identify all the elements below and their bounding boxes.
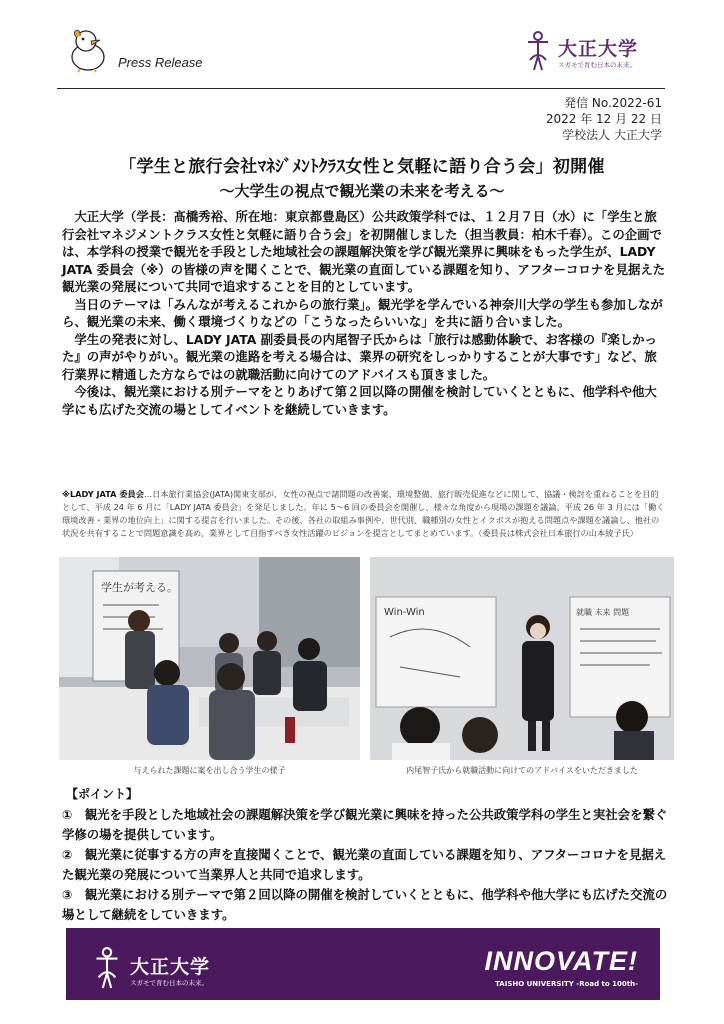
footnote-text: …日本旅行業協会(JATA)関東支部が、女性の視点で諸問題の改善案、環境整備、旅行販売促進などに関して、協議・検討を重ねることを目的として、平成 24 年 6 月に「LADY JATA 委員会」を発足しました。年に 5～6 回の委員会を開催し、様々な角度から現場の課題を議論。平成 26 年 3 月には「働く環境改善・業界の地位向上」に関する提言を行いました。その後、各社の取組み事例や、世代別、職種別の女性とイクボスが抱える問題点や課題を議論し、他社の状況を共有することで問題意識を高め、業界として目指すべき女性活躍のビジョンを提言としてまとめています。（委員長は株式会社日本旅行の山本綾子氏） xyxy=(62,489,665,538)
photo-student-discussion xyxy=(59,557,360,760)
logo-name: 大正大学 xyxy=(558,38,639,60)
footnote-label: ※LADY JATA 委員会 xyxy=(62,489,144,499)
photo-caption: 内尾智子氏から就職活動に向けてのアドバイスをいただきました xyxy=(406,766,638,775)
photo-caption: 与えられた課題に案を出し合う学生の様子 xyxy=(133,766,286,775)
logo-tagline: スガモで育む日本の未来。 xyxy=(558,61,636,69)
body-paragraph: 学生の発表に対し、LADY JATA 副委員長の内尾智子氏からは「旅行は感動体験で、お客様の『楽しかった』の声がやりがい。観光業の進路を考える場合は、業界の研究をしっかりすることが大事です」など、旅行業界に精通した方ならではの就職活動に向けてのアドバイスも頂きました。 xyxy=(62,331,657,382)
discussion-scene-image xyxy=(59,557,360,760)
footer-logo-tagline: スガモで育む日本の未来。 xyxy=(130,979,208,987)
document-number: 発信 No.2022-61 xyxy=(564,96,662,110)
innovate-wordmark: INNOVATE! xyxy=(484,946,638,976)
release-meta xyxy=(546,95,662,143)
innovate-subtitle: TAISHO UNIVERSITY -Road to 100th- xyxy=(495,980,638,988)
body-paragraph: 大正大学（学長：髙橋秀裕、所在地：東京都豊島区）公共政策学科では、１２月７日（水）に「学生と旅行会社マネジメントクラス女性と気軽に語り合う会」を初開催しました（担当教員：柏木千春）。この企画では、本学科の授業で観光を手段とした地域社会の課題解決策を学び観光業界に興味をもった学生が、LADY JATA 委員会（※）の皆様の声を聞くことで、観光業の直面している課題を知り、アフターコロナを見据えた観光業の発展について共同で追求することを目的としています。 xyxy=(62,209,666,294)
body-paragraph: 今後は、観光業における別テーマをとりあげて第２回以降の開催を検討していくとともに、他学科や他大学にも広げた交流の場としてイベントを継続していきます。 xyxy=(62,384,657,417)
footnote xyxy=(62,488,666,540)
logo-mark-icon xyxy=(524,30,552,72)
release-date: 2022 年 12 月 22 日 xyxy=(545,112,662,126)
point-item: ① 観光を手段とした地域社会の課題解決策を学び観光業に興味を持った公共政策学科の学生と実社会を繋ぐ学修の場を提供しています。 xyxy=(62,807,668,842)
points-list xyxy=(62,805,670,925)
whiteboard-text: 就職 未来 問題 xyxy=(576,608,630,617)
footer-banner xyxy=(66,928,660,1000)
point-item: ③ 観光業における別テーマで第２回以降の開催を検討していくとともに、他学科や他大学にも広げた交流の場として継続をしていきます。 xyxy=(62,887,668,922)
header-divider xyxy=(57,88,665,89)
speaker-scene-image xyxy=(370,557,674,760)
university-logo[interactable] xyxy=(524,30,654,72)
body-paragraph: 当日のテーマは「みんなが考えるこれからの旅行業」。観光学を学んでいる神奈川大学の学生も参加しながら、観光業の未来、働く環境づくりなどの「こうなったらいいな」を共に語り合いました。 xyxy=(62,296,663,329)
footer-logo-mark-icon xyxy=(92,946,122,990)
whiteboard-text: 学生が考える。 xyxy=(101,581,178,594)
page-subtitle: ～大学生の視点で観光業の未来を考える～ xyxy=(219,182,505,200)
point-item: ② 観光業に従事する方の声を直接聞くことで、観光業の直面している課題を知り、アフターコロナを見据えた観光業の発展について当業界人と共同で追求します。 xyxy=(62,847,667,882)
whiteboard-text: Win-Win xyxy=(384,607,425,618)
points-heading: 【ポイント】 xyxy=(66,787,139,801)
press-release-label: Press Release xyxy=(118,55,203,70)
photo-speaker-advice xyxy=(370,557,674,760)
page-title: 「学生と旅行会社ﾏﾈｼﾞﾒﾝﾄｸﾗｽ女性と気軽に語り合う会」初開催 xyxy=(119,157,605,177)
duck-mascot-icon xyxy=(66,27,110,73)
organization: 学校法人 大正大学 xyxy=(562,128,662,142)
body-text xyxy=(62,208,666,418)
footer-logo-name: 大正大学 xyxy=(130,956,211,978)
